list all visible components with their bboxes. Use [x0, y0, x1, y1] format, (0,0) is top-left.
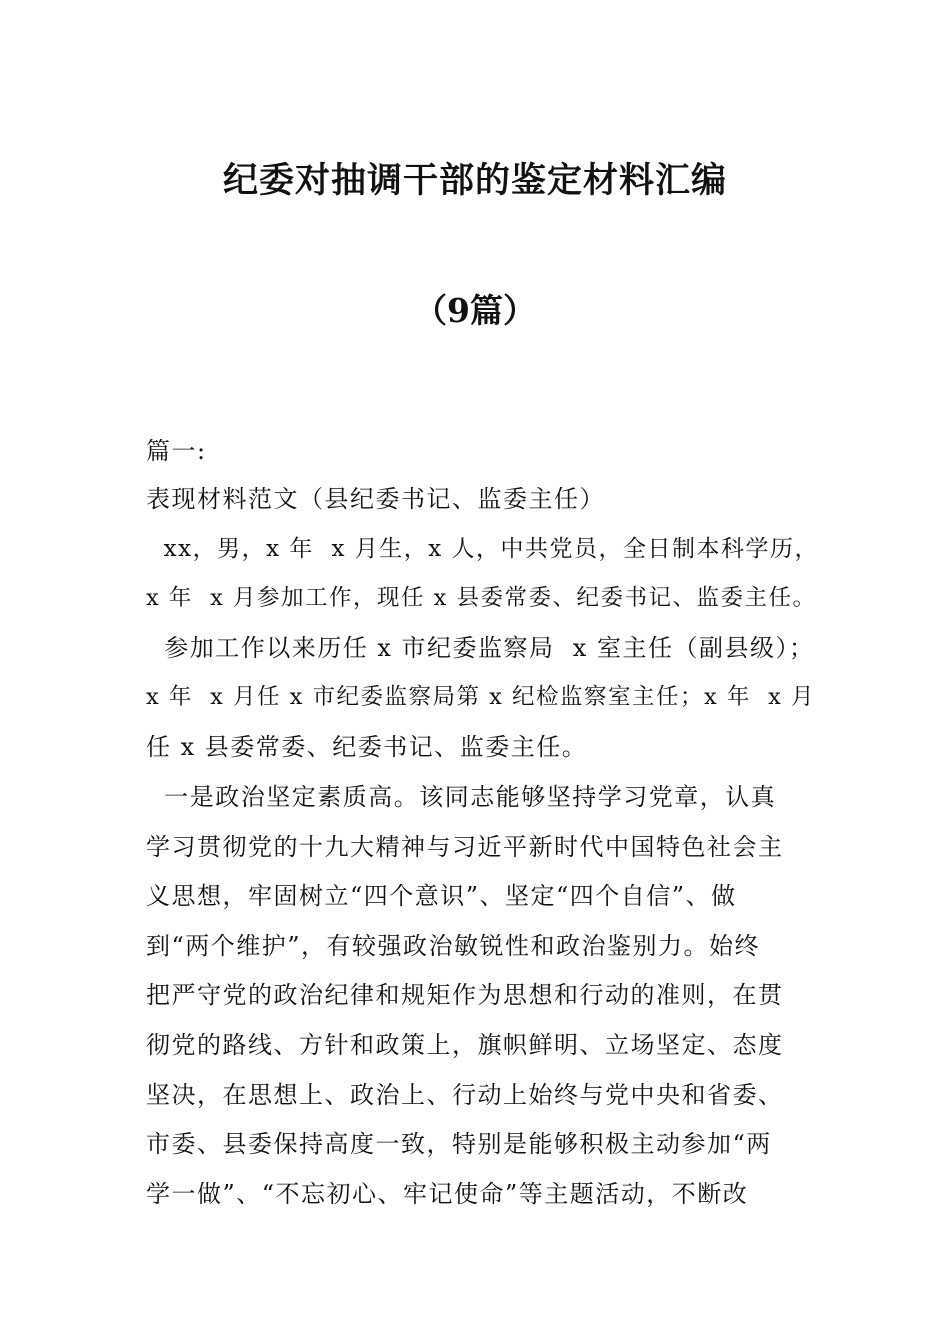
document-title: 纪委对抽调干部的鉴定材料汇编 — [222, 160, 727, 201]
text-line: 坚决，在思想上、政治上、行动上始终与党中央和省委、 — [146, 1081, 784, 1109]
text-line: 表现材料范文（县纪委书记、监委主任） — [146, 485, 605, 513]
text-line: 义思想，牢固树立“四个意识”、坚定“四个自信”、做 — [146, 882, 737, 910]
text-line: 到“两个维护”，有较强政治敏锐性和政治鉴别力。始终 — [146, 932, 761, 960]
text-line: x 年 x 月任 x 市纪委监察局第 x 纪检监察室主任；x 年 x 月 — [146, 684, 815, 710]
text-line: 参加工作以来历任 x 市纪委监察局 x 室主任（副县级）； — [146, 634, 815, 662]
text-line: 彻党的路线、方针和政策上，旗帜鲜明、立场坚定、态度 — [146, 1031, 784, 1059]
text-line: 任 x 县委常委、纪委书记、监委主任。 — [146, 733, 588, 761]
text-line: 篇一: — [146, 437, 207, 465]
text-line: xx，男，x 年 x 月生，x 人，中共党员，全日制本科学历， — [146, 536, 820, 562]
text-line: 一是政治坚定素质高。该同志能够坚持学习党章，认真 — [146, 783, 777, 811]
text-line: 学一做”、“不忘初心、牢记使命”等主题活动，不断改 — [146, 1180, 749, 1208]
text-line: 把严守党的政治纪律和规矩作为思想和行动的准则，在贯 — [146, 981, 784, 1009]
text-line: x 年 x 月参加工作，现任 x 县委常委、纪委书记、监委主任。 — [146, 585, 817, 611]
document-subtitle: （9篇） — [414, 291, 536, 330]
text-line: 市委、县委保持高度一致，特别是能够积极主动参加“两 — [146, 1130, 772, 1158]
text-line: 学习贯彻党的十九大精神与习近平新时代中国特色社会主 — [146, 833, 784, 861]
